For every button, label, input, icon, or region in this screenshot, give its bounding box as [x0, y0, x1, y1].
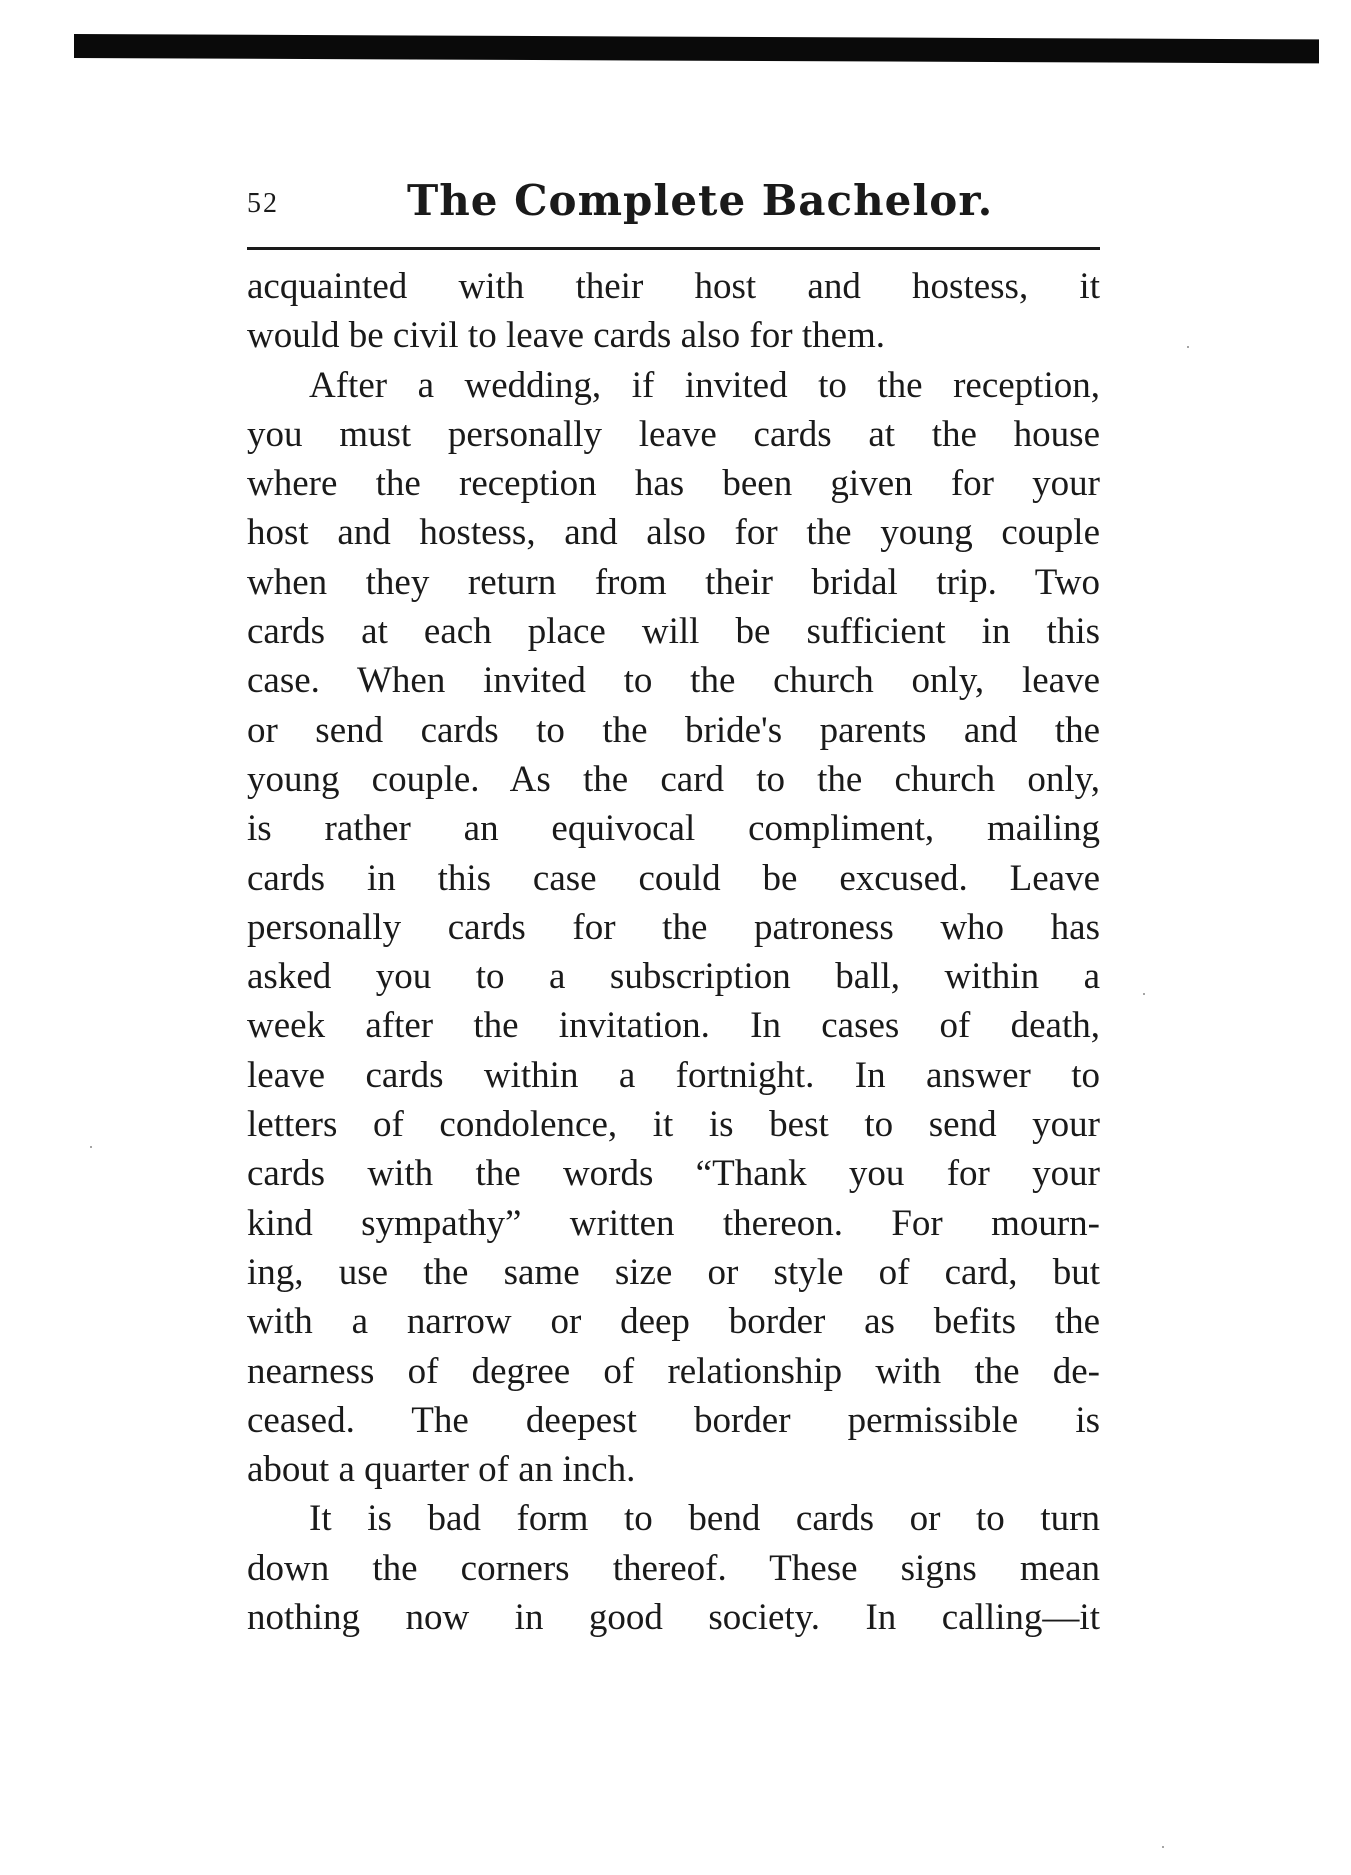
text-line: ing, use the same size or style of card, but	[247, 1251, 1100, 1293]
scan-speck	[1187, 346, 1189, 348]
page-header	[247, 168, 1100, 230]
text-line: asked you to a subscription ball, within a	[247, 956, 1100, 998]
text-line: After a wedding, if invited to the reception,	[309, 364, 1100, 406]
text-line: host and hostess, and also for the young couple	[247, 512, 1100, 554]
text-line: nearness of degree of relationship with the de-	[247, 1350, 1100, 1392]
scan-speck	[90, 1146, 92, 1148]
text-line: when they return from their bridal trip. Two	[247, 561, 1100, 603]
text-line: cards in this case could be excused. Leave	[247, 857, 1100, 899]
scan-speck	[1143, 993, 1145, 995]
text-line: where the reception has been given for your	[247, 463, 1100, 505]
header-rule	[247, 247, 1100, 250]
text-line: ceased. The deepest border permissible is	[247, 1399, 1100, 1441]
text-line: nothing now in good society. In calling—it	[247, 1597, 1100, 1639]
text-line: young couple. As the card to the church only,	[247, 758, 1100, 800]
scan-border-bar	[74, 34, 1319, 63]
text-line: is rather an equivocal compliment, mailing	[247, 808, 1100, 850]
text-line: with a narrow or deep border as befits the	[247, 1301, 1100, 1343]
text-line: It is bad form to bend cards or to turn	[309, 1498, 1100, 1540]
text-line: cards with the words “Thank you for your	[247, 1153, 1100, 1195]
text-line: letters of condolence, it is best to send your	[247, 1104, 1100, 1146]
scan-speck	[1162, 1846, 1164, 1848]
page-number: 52	[247, 188, 279, 219]
text-line: leave cards within a fortnight. In answer to	[247, 1054, 1100, 1096]
text-line: you must personally leave cards at the house	[247, 413, 1100, 455]
text-line: cards at each place will be sufficient in this	[247, 611, 1100, 653]
text-line: or send cards to the bride's parents and the	[247, 709, 1100, 751]
text-line: kind sympathy” written thereon. For mourn-	[247, 1202, 1100, 1244]
text-line: case. When invited to the church only, leave	[247, 660, 1100, 702]
running-title: The Complete Bachelor.	[407, 176, 994, 225]
body-text	[247, 262, 1100, 1642]
text-line: week after the invitation. In cases of death,	[247, 1005, 1100, 1047]
text-line: acquainted with their host and hostess, it	[247, 266, 1100, 307]
text-line: personally cards for the patroness who has	[247, 906, 1100, 948]
text-line: about a quarter of an inch.	[247, 1449, 636, 1491]
text-line: would be civil to leave cards also for them.	[247, 315, 886, 357]
text-line: down the corners thereof. These signs mean	[247, 1547, 1100, 1589]
